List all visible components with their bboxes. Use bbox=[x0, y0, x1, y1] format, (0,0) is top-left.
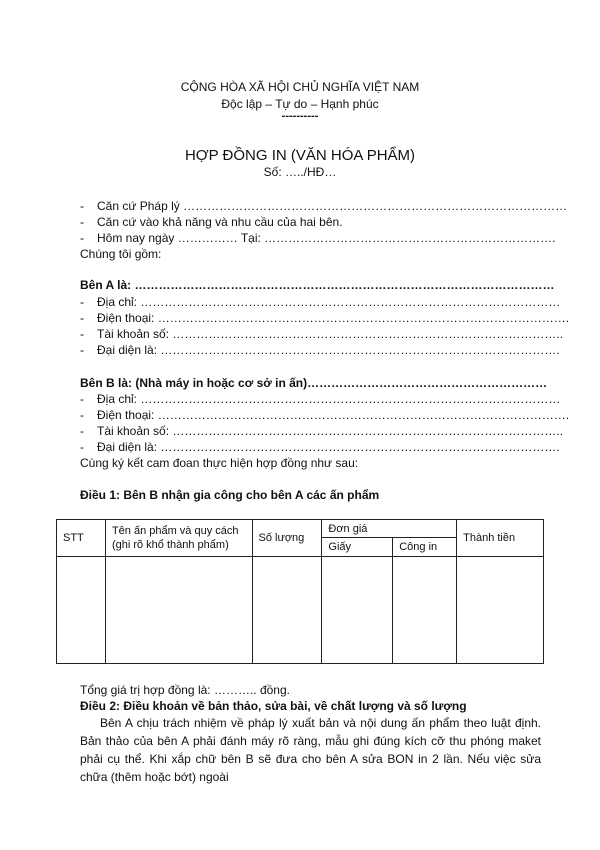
table-header-row bbox=[57, 520, 544, 538]
party-a-dash: - bbox=[80, 327, 84, 341]
party-a-phone: Điện thoại: …………………………………………………………………………………………. bbox=[97, 311, 570, 325]
products-table bbox=[56, 519, 544, 664]
agreement-line: Cùng ký kết cam đoan thực hiện hợp đồng như sau: bbox=[80, 456, 359, 470]
party-b-phone: Điện thoại: …………………………………………………………………………………………. bbox=[97, 408, 570, 422]
party-a-dash: - bbox=[80, 295, 84, 309]
table-cell[interactable] bbox=[105, 556, 252, 664]
unit-price-header: Đơn giá bbox=[322, 520, 457, 538]
capacity-line: Căn cứ vào khả năng và nhu cầu của hai bên. bbox=[97, 215, 343, 229]
print-cost-header: Công in bbox=[393, 538, 457, 556]
party-a-account: Tài khoản số: …………………………………………………………………………………….. bbox=[97, 327, 564, 341]
party-a-dash: - bbox=[80, 311, 84, 325]
table-cell[interactable] bbox=[393, 556, 457, 664]
party-b-address: Địa chỉ: …………………………………………………………………………………………… bbox=[97, 392, 561, 406]
paper-header: Giấy bbox=[322, 538, 393, 556]
date-place-line: Hôm nay ngày …………… Tại: ………………………………………………………………. bbox=[97, 231, 556, 245]
contract-title: HỢP ĐỒNG IN (VĂN HÓA PHẨM) bbox=[184, 147, 416, 164]
table-cell[interactable] bbox=[457, 556, 544, 664]
party-b-representative: Đại diện là: ………………………………………………………………………………………. bbox=[97, 440, 560, 454]
party-b-dash: - bbox=[80, 440, 84, 454]
intro-dash: - bbox=[80, 231, 84, 245]
table-cell[interactable] bbox=[252, 556, 322, 664]
party-a-address: Địa chỉ: …………………………………………………………………………………………… bbox=[97, 295, 561, 309]
intro-we-are: Chúng tôi gồm: bbox=[80, 247, 162, 261]
product-name-header: Tên ấn phẩm và quy cách (ghi rõ khổ thành phẩm) bbox=[105, 520, 252, 557]
header-divider: ---------- bbox=[281, 110, 319, 122]
article-1-heading: Điều 1: Bên B nhận gia công cho bên A các ấn phẩm bbox=[80, 488, 380, 502]
table-row bbox=[57, 556, 544, 664]
intro-dash: - bbox=[80, 215, 84, 229]
party-b-account: Tài khoản số: …………………………………………………………………………………….. bbox=[97, 424, 564, 438]
table-cell[interactable] bbox=[322, 556, 393, 664]
party-a-heading: Bên A là: …………………………………………………………………………………………… bbox=[80, 278, 555, 292]
contract-number: Số: …../HĐ… bbox=[263, 165, 337, 179]
party-b-dash: - bbox=[80, 392, 84, 406]
stt-header: STT bbox=[57, 520, 106, 557]
contract-value-line: Tổng giá trị hợp đồng là: ……….. đồng. bbox=[80, 683, 290, 697]
legal-basis-line: Căn cứ Pháp lý …………………………………………………………………………………… bbox=[97, 199, 568, 213]
party-a-dash: - bbox=[80, 343, 84, 357]
party-b-heading: Bên B là: (Nhà máy in hoặc cơ sở in ấn)…………………………………………………… bbox=[80, 376, 548, 390]
total-header: Thành tiền bbox=[457, 520, 544, 557]
party-a-representative: Đại diện là: ………………………………………………………………………………………. bbox=[97, 343, 560, 357]
table-cell[interactable] bbox=[57, 556, 106, 664]
country-name: CỘNG HÒA XÃ HỘI CHỦ NGHĨA VIỆT NAM bbox=[180, 80, 420, 94]
party-b-dash: - bbox=[80, 408, 84, 422]
article-2-paragraph: Bên A chịu trách nhiệm về pháp lý xuất bản và nội dung ấn phẩm theo luật định. Bản thảo của bên A phải đánh máy rõ ràng, mẫu ghi đúng kích cỡ thu phóng maket phải cụ thể. Khi xắp chữ bên B sẽ đưa cho bên A sửa BON in 2 lần. Nếu việc sửa chữa (thêm hoặc bớt) ngoài bbox=[80, 716, 541, 784]
party-b-dash: - bbox=[80, 424, 84, 438]
quantity-header: Số lượng bbox=[252, 520, 322, 557]
article-2-heading: Điều 2: Điều khoản về bản thảo, sửa bài, về chất lượng và số lượng bbox=[80, 699, 467, 713]
intro-dash: - bbox=[80, 199, 84, 213]
national-motto: Độc lập – Tự do – Hạnh phúc bbox=[221, 97, 379, 111]
